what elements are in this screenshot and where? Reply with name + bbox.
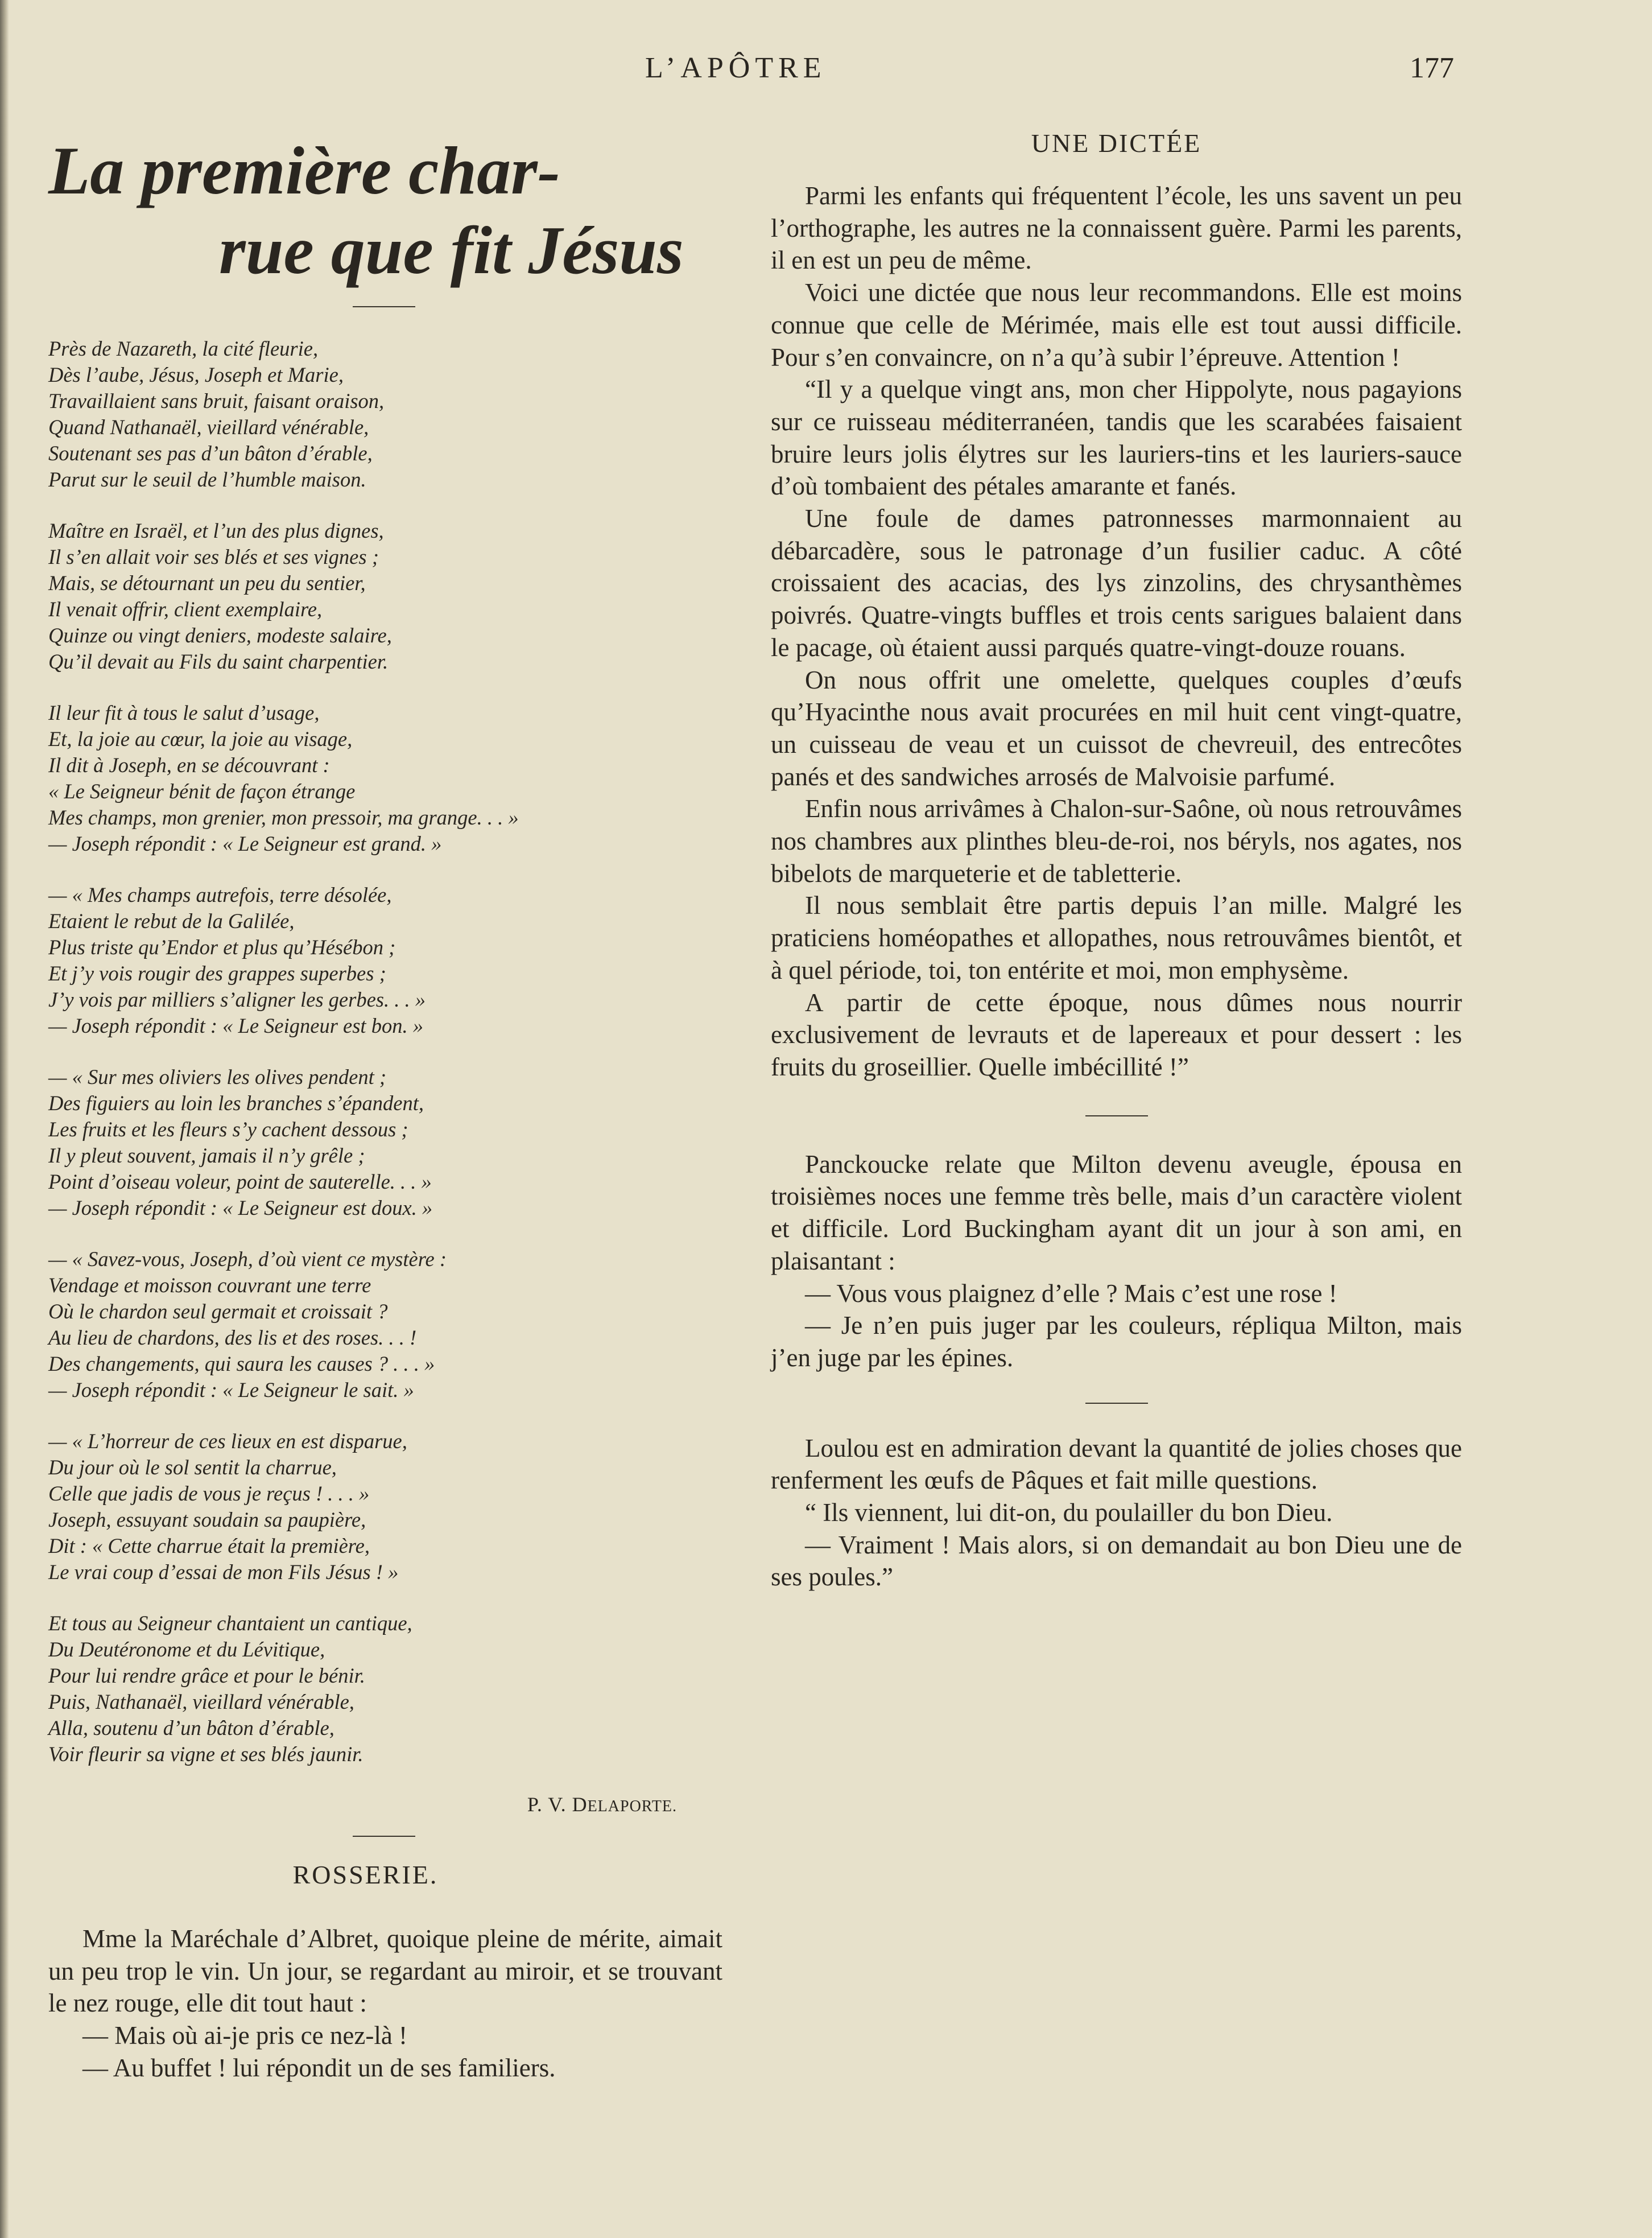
poem-title-line-2: rue que fit Jésus (219, 212, 684, 288)
paragraph: — Mais où ai-je pris ce nez-là ! (82, 2021, 408, 2050)
poem-signature (48, 1792, 734, 1816)
verse-line: — « Savez-vous, Joseph, d’où vient ce mystère : (48, 1247, 447, 1271)
verse-line: Travaillaient sans bruit, faisant oraison, (48, 389, 385, 413)
poem-body (48, 336, 734, 1767)
verse-line: — Joseph répondit : « Le Seigneur est bon. » (48, 1014, 423, 1037)
verse-line: Les fruits et les fleurs s’y cachent dessous ; (48, 1118, 408, 1141)
signature-initials: P. V. D (527, 1793, 588, 1816)
verse-line: Parut sur le seuil de l’humble maison. (48, 468, 366, 491)
verse-line: — « Sur mes oliviers les olives pendent ; (48, 1065, 387, 1089)
poem-stanza-4 (48, 882, 734, 1039)
page-spine-shadow (0, 0, 9, 2238)
poem-stanza-7 (48, 1428, 734, 1585)
page-number: 177 (1410, 52, 1454, 84)
verse-line: Du jour où le sol sentit la charrue, (48, 1456, 337, 1479)
rosserie-body (48, 1923, 722, 2084)
poem-stanza-2 (48, 518, 734, 675)
verse-line: Alla, soutenu d’un bâton d’érable, (48, 1716, 334, 1740)
verse-line: Et, la joie au cœur, la joie au visage, (48, 727, 353, 751)
paragraph: On nous offrit une omelette, quelques couples d’œufs qu’Hyacinthe nous avait procurées en mil huit cent vingt-quatre, un cuisseau de veau et un cuissot de chevreuil, des entrecôtes panés et des sandwiches arrosés de Malvoisie parfumé. (771, 665, 1462, 791)
verse-line: J’y vois par milliers s’aligner les gerbes. . . » (48, 988, 426, 1011)
milton-anecdote (771, 1148, 1462, 1374)
verse-line: Quinze ou vingt deniers, modeste salaire, (48, 624, 392, 647)
verse-line: Près de Nazareth, la cité fleurie, (48, 337, 319, 360)
page-header (0, 51, 1652, 97)
paragraph: — Vous vous plaignez d’elle ? Mais c’est une rose ! (805, 1279, 1337, 1308)
verse-line: Il leur fit à tous le salut d’usage, (48, 701, 320, 724)
verse-line: Dès l’aube, Jésus, Joseph et Marie, (48, 363, 344, 386)
paragraph: Parmi les enfants qui fréquentent l’école, les uns savent un peu l’orthographe, les autres ne la connaissent guère. Parmi les parents, il en est un peu de même. (771, 182, 1462, 275)
dictee-body (771, 180, 1462, 1083)
poem-stanza-5 (48, 1064, 734, 1221)
verse-line: Mais, se détournant un peu du sentier, (48, 571, 366, 595)
verse-line: Point d’oiseau voleur, point de sauterelle. . . » (48, 1170, 432, 1193)
right-column (771, 119, 1462, 1593)
verse-line: Plus triste qu’Endor et plus qu’Hésébon ; (48, 935, 396, 959)
paragraph: Voici une dictée que nous leur recommandons. Elle est moins connue que celle de Mérimée, mais elle est tout aussi difficile. Pour s’en convaincre, on n’a qu’à subir l’épreuve. Attention ! (771, 278, 1462, 372)
section-divider (1085, 1403, 1148, 1404)
verse-line: Le vrai coup d’essai de mon Fils Jésus ! » (48, 1560, 399, 1584)
verse-line: Il venait offrir, client exemplaire, (48, 597, 323, 621)
paragraph: Il nous semblait être partis depuis l’an mille. Malgré les praticiens homéopathes et allopathes, nous retrouvâmes bientôt, et à quel période, toi, ton entérite et moi, mon emphysème. (771, 891, 1462, 984)
dictee-title: UNE DICTÉE (1031, 129, 1202, 158)
poem-title-line-1: La première char- (48, 133, 560, 208)
paragraph: “Il y a quelque vingt ans, mon cher Hippolyte, nous pagayions sur ce ruisseau méditerranéen, tandis que les scarabées faisaient bruire leurs jolis élytres sur les lauriers-tins et les lauriers-sauce d’où tombaient des pétales amarante et fanés. (771, 375, 1462, 501)
verse-line: Etaient le rebut de la Galilée, (48, 909, 295, 933)
verse-line: Puis, Nathanaël, vieillard vénérable, (48, 1690, 354, 1713)
verse-line: Qu’il devait au Fils du saint charpentier. (48, 650, 389, 673)
paragraph: — Je n’en puis juger par les couleurs, répliqua Milton, mais j’en juge par les épines. (771, 1311, 1462, 1372)
poem-stanza-6 (48, 1246, 734, 1403)
verse-line: Maître en Israël, et l’un des plus dignes, (48, 519, 384, 542)
verse-line: Il dit à Joseph, en se découvrant : (48, 753, 330, 777)
verse-line: — Joseph répondit : « Le Seigneur est grand. » (48, 832, 442, 855)
verse-line: Au lieu de chardons, des lis et des roses. . . ! (48, 1326, 417, 1349)
verse-line: Il s’en allait voir ses blés et ses vignes ; (48, 545, 379, 568)
verse-line: Il y pleut souvent, jamais il n’y grêle ; (48, 1144, 365, 1167)
paragraph: Une foule de dames patronnesses marmonnaient au débarcadère, sous le patronage d’un fusilier caduc. A côté croissaient des acacias, des lys zinzolins, des chrysanthèmes poivrés. Quatre-vingts buffles et trois cents sarigues balaient dans le pacage, où étaient aussi parqués quatre-vingt-douze rouans. (771, 504, 1462, 662)
verse-line: « Le Seigneur bénit de façon étrange (48, 780, 356, 803)
verse-line: — « L’horreur de ces lieux en est disparue, (48, 1429, 407, 1453)
running-title: L’APÔTRE (645, 52, 827, 84)
paragraph: Panckoucke relate que Milton devenu aveugle, épousa en troisièmes noces une femme très belle, mais d’un caractère violent et difficile. Lord Buckingham ayant dit un jour à son ami, en plaisantant : (771, 1149, 1462, 1275)
loulou-anecdote (771, 1432, 1462, 1594)
verse-line: — Joseph répondit : « Le Seigneur est doux. » (48, 1196, 433, 1219)
verse-line: Des changements, qui saura les causes ? . . . » (48, 1352, 435, 1375)
verse-line: Des figuiers au loin les branches s’épandent, (48, 1091, 424, 1115)
poem-stanza-1 (48, 336, 734, 493)
verse-line: Pour lui rendre grâce et pour le bénir. (48, 1664, 365, 1687)
verse-line: Celle que jadis de vous je reçus ! . . . » (48, 1482, 370, 1505)
paragraph: Mme la Maréchale d’Albret, quoique pleine de mérite, aimait un peu trop le vin. Un jour, se regardant au miroir, et se trouvant le nez rouge, elle dit tout haut : (48, 1924, 722, 2018)
verse-line: Et tous au Seigneur chantaient un cantique, (48, 1611, 412, 1635)
verse-line: Soutenant ses pas d’un bâton d’érable, (48, 442, 373, 465)
section-divider (353, 1836, 415, 1837)
verse-line: Dit : « Cette charrue était la première, (48, 1534, 370, 1557)
verse-line: Vendage et moisson couvrant une terre (48, 1273, 371, 1297)
paragraph: Loulou est en admiration devant la quantité de jolies choses que renferment les œufs de Pâques et fait mille questions. (771, 1433, 1462, 1495)
section-divider (1085, 1115, 1148, 1116)
verse-line: Joseph, essuyant soudain sa paupière, (48, 1508, 366, 1531)
poem-title (48, 131, 734, 290)
paragraph: Enfin nous arrivâmes à Chalon-sur-Saône, où nous retrouvâmes nos chambres aux plinthes bleu-de-roi, nos béryls, nos agates, nos bibelots de marqueterie et de tabletterie. (771, 794, 1462, 888)
verse-line: — « Mes champs autrefois, terre désolée, (48, 883, 392, 906)
verse-line: Mes champs, mon grenier, mon pressoir, ma grange. . . » (48, 806, 519, 829)
verse-line: Quand Nathanaël, vieillard vénérable, (48, 415, 369, 439)
title-divider (353, 306, 415, 307)
signature-surname: ELAPORTE. (587, 1798, 677, 1815)
verse-line: Et j’y vois rougir des grappes superbes ; (48, 962, 386, 985)
paragraph: “ Ils viennent, lui dit-on, du poulailler du bon Dieu. (805, 1498, 1333, 1527)
left-column (48, 119, 734, 2084)
paragraph: — Au buffet ! lui répondit un de ses familiers. (82, 2053, 556, 2082)
poem-stanza-8 (48, 1610, 734, 1767)
verse-line: Du Deutéronome et du Lévitique, (48, 1638, 325, 1661)
verse-line: Voir fleurir sa vigne et ses blés jaunir. (48, 1742, 364, 1766)
verse-line: — Joseph répondit : « Le Seigneur le sait. » (48, 1378, 414, 1402)
paragraph: A partir de cette époque, nous dûmes nous nourrir exclusivement de levrauts et de lapereaux et pour dessert : les fruits du groseillier. Quelle imbécillité !” (771, 988, 1462, 1081)
verse-line: Où le chardon seul germait et croissait ? (48, 1300, 388, 1323)
rosserie-title: ROSSERIE. (292, 1860, 439, 1889)
poem-stanza-3 (48, 700, 734, 857)
paragraph: — Vraiment ! Mais alors, si on demandait au bon Dieu une de ses poules.” (771, 1530, 1462, 1592)
